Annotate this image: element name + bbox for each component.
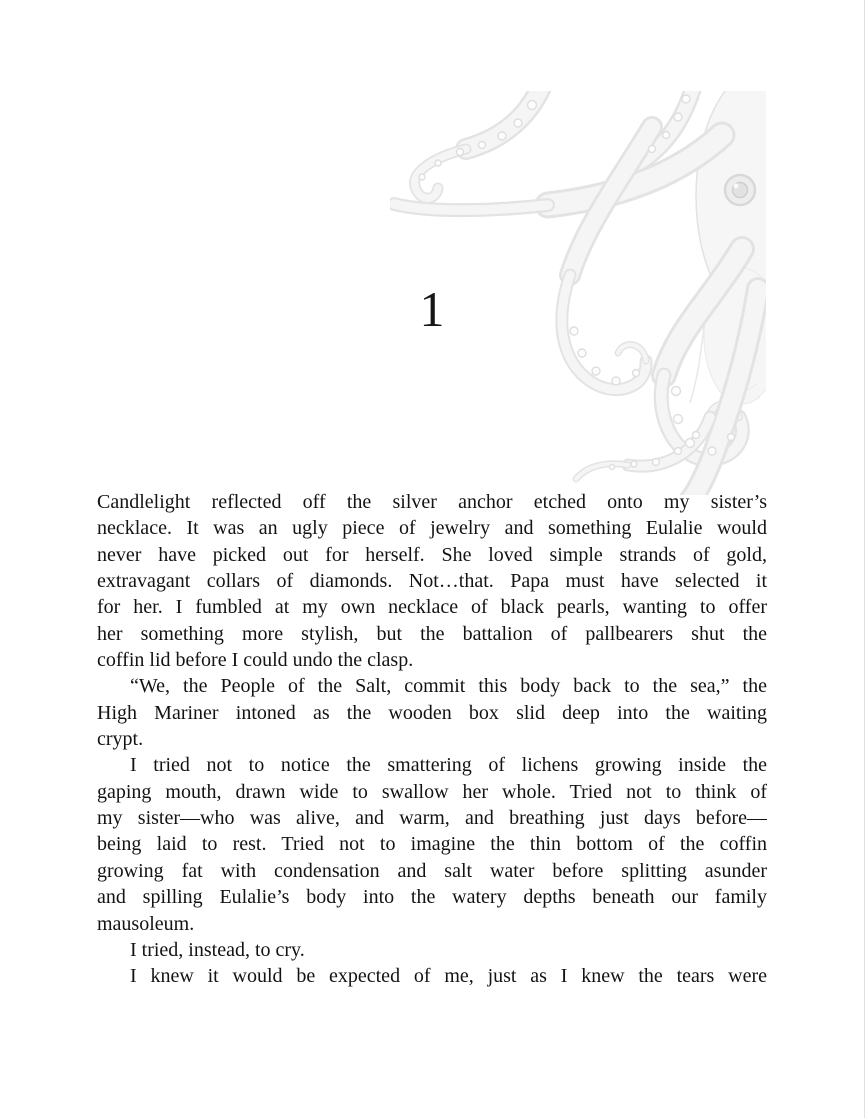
paragraph xyxy=(97,937,767,963)
page-edge-divider xyxy=(864,0,865,1118)
text-line: coffin lid before I could undo the clasp. xyxy=(97,649,414,672)
text-line: extravagant collars of diamonds. Not…that. Papa must have selected it xyxy=(97,570,767,593)
text-line: my sister—who was alive, and warm, and breathing just days before— xyxy=(97,807,767,830)
text-line: never have picked out for herself. She loved simple strands of gold, xyxy=(97,543,767,566)
text-line: I tried, instead, to cry. xyxy=(130,938,305,961)
text-line: her something more stylish, but the battalion of pallbearers shut the xyxy=(97,622,767,645)
paragraph xyxy=(97,673,767,752)
text-line: High Mariner intoned as the wooden box slid deep into the waiting xyxy=(97,701,767,724)
text-line: I knew it would be expected of me, just as I knew the tears were xyxy=(130,965,767,988)
text-line: mausoleum. xyxy=(97,912,195,935)
text-line: for her. I fumbled at my own necklace of black pearls, wanting to offer xyxy=(97,596,767,619)
paragraph xyxy=(97,489,767,673)
octopus-eye xyxy=(725,175,755,205)
page-text xyxy=(97,489,767,990)
text-line: and spilling Eulalie’s body into the watery depths beneath our family xyxy=(97,886,767,909)
paragraph xyxy=(97,963,767,989)
text-line: “We, the People of the Salt, commit this body back to the sea,” the xyxy=(130,675,767,698)
text-line: necklace. It was an ugly piece of jewelry and something Eulalie would xyxy=(97,517,767,540)
text-line: being laid to rest. Tried not to imagine the thin bottom of the coffin xyxy=(97,833,767,856)
chapter-number: 1 xyxy=(419,281,445,337)
text-line: Candlelight reflected off the silver anchor etched onto my sister’s xyxy=(97,491,767,513)
text-line: crypt. xyxy=(97,728,144,751)
text-line: gaping mouth, drawn wide to swallow her whole. Tried not to think of xyxy=(97,780,767,803)
text-line: growing fat with condensation and salt water before splitting asunder xyxy=(97,859,767,882)
text-line: I tried not to notice the smattering of lichens growing inside the xyxy=(130,754,767,777)
paragraph xyxy=(97,752,767,936)
